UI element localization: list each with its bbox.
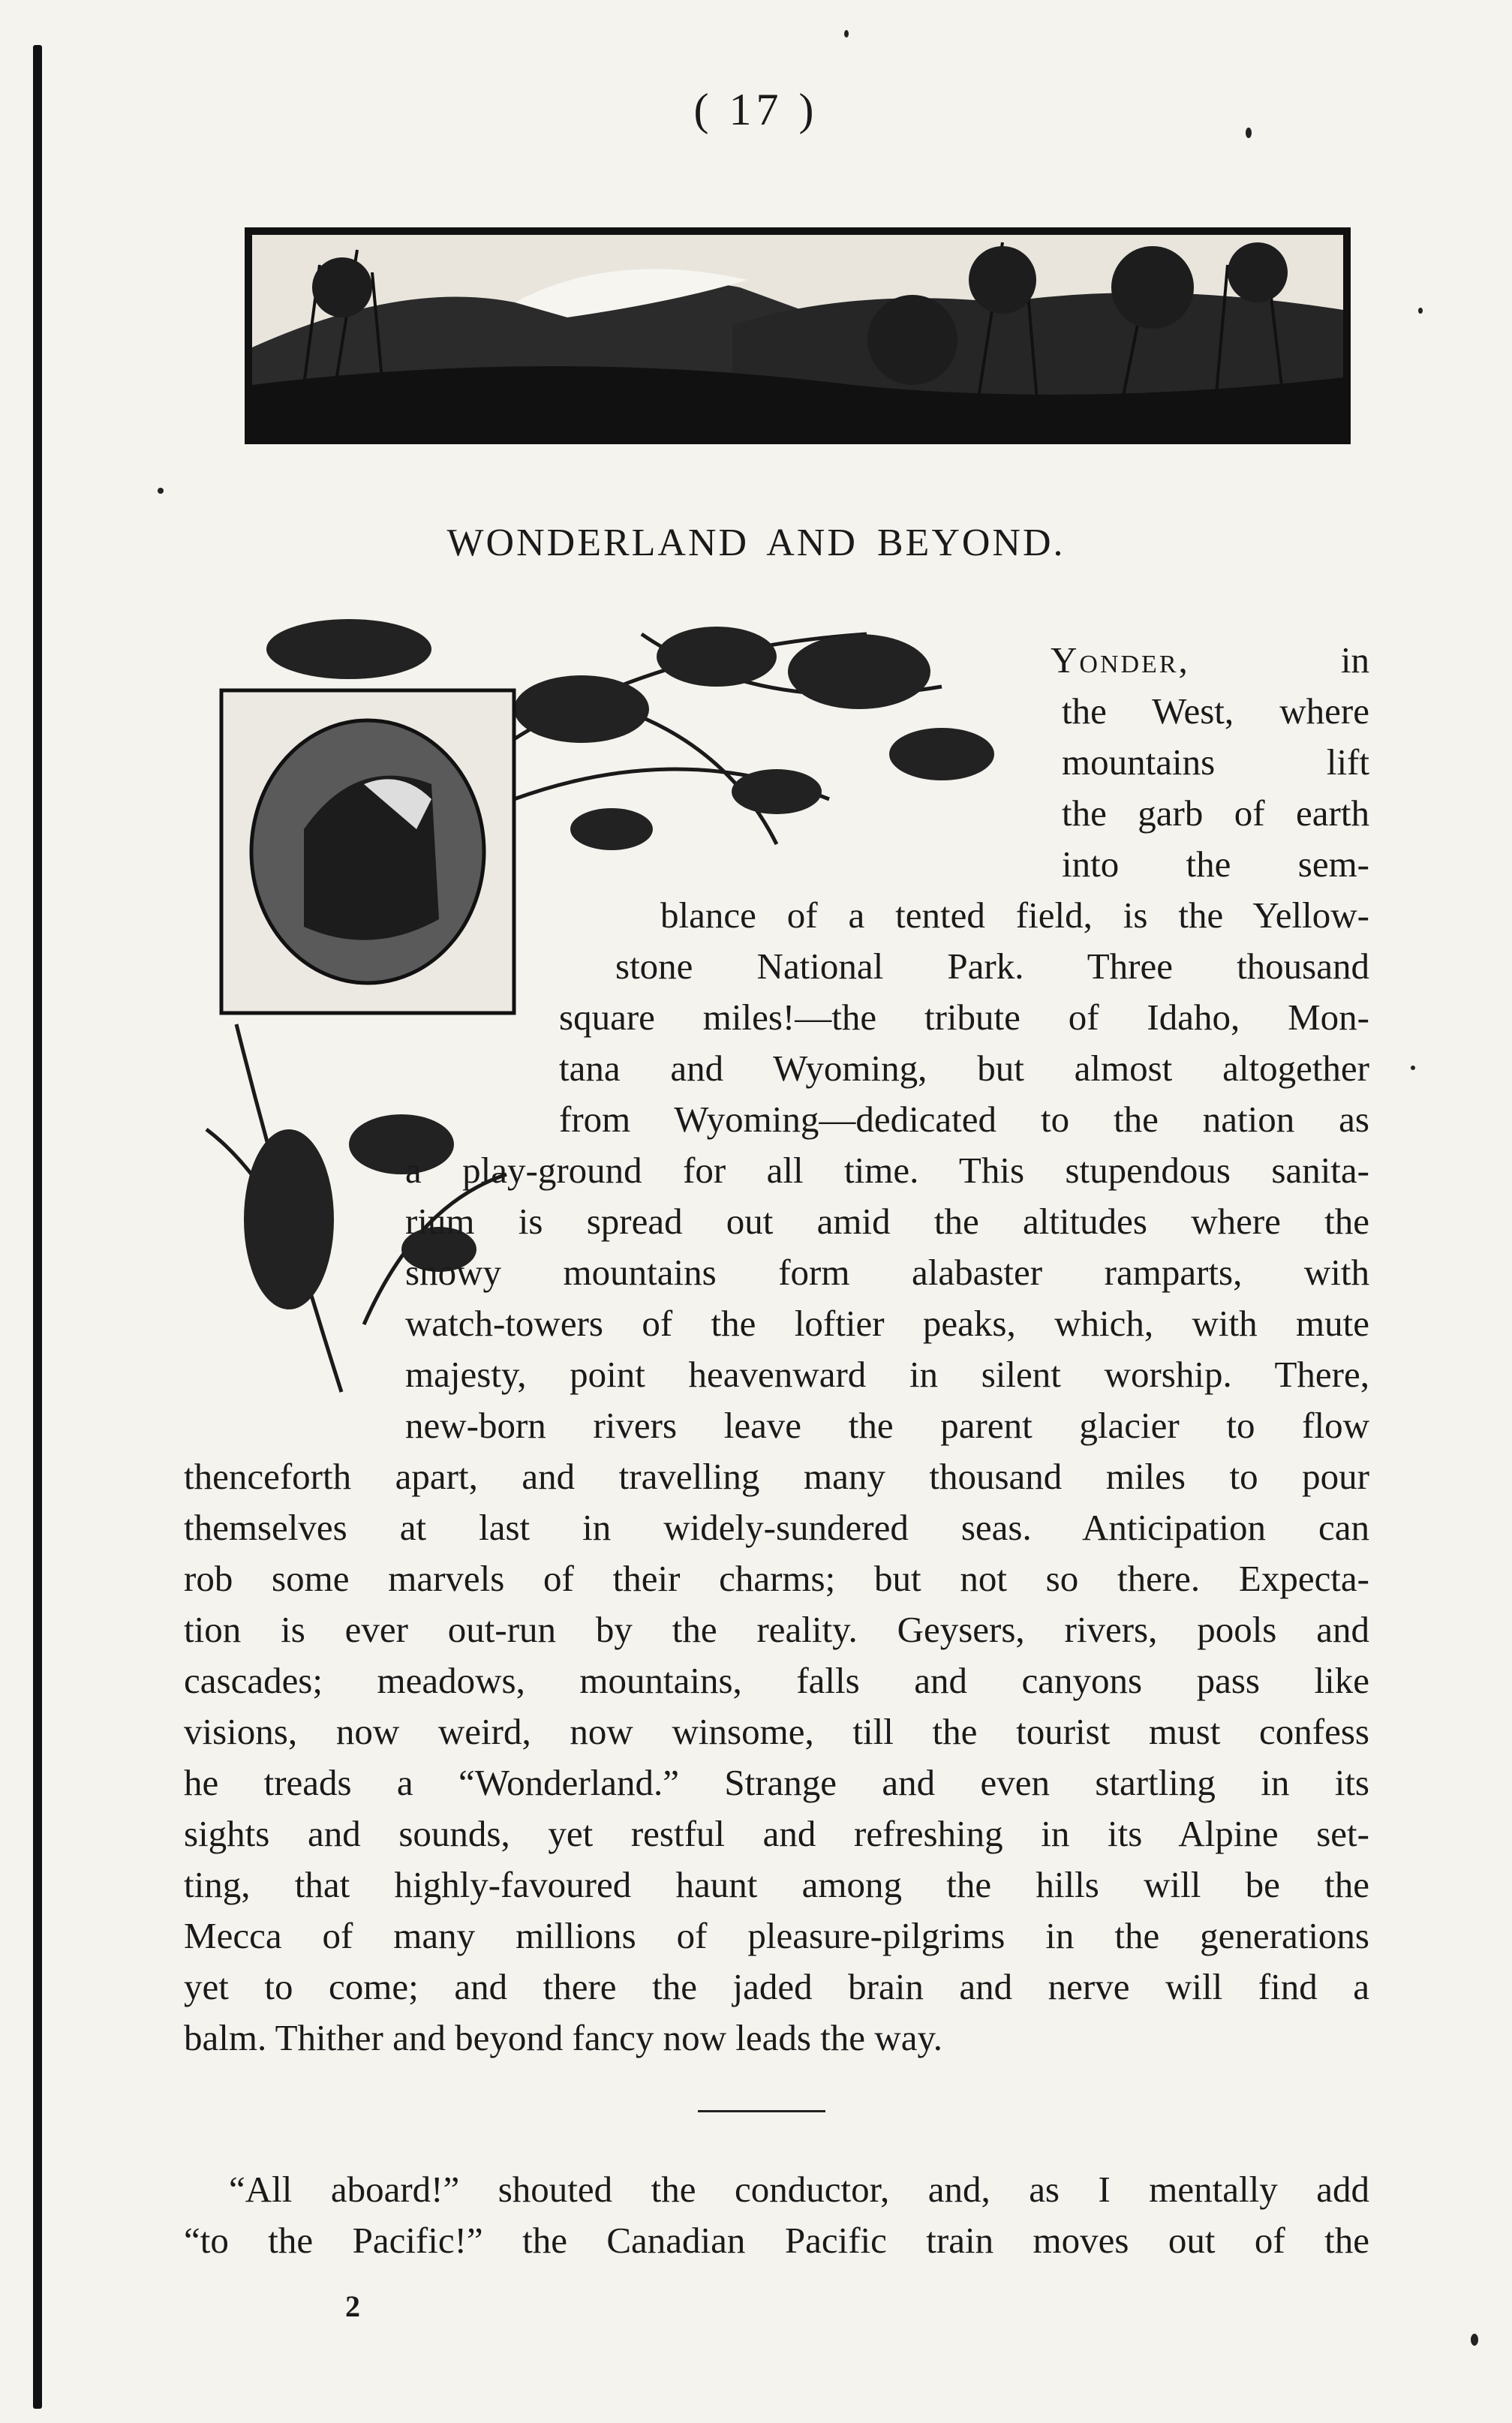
page-number: ( 17 ) xyxy=(693,85,819,134)
line-text: in xyxy=(1340,639,1369,681)
paragraph-1-line-18: themselves at last in widely-sundered seas. Anticipation can xyxy=(184,1507,1369,1548)
paragraph-1-line-2: the West, where xyxy=(1062,690,1369,732)
paragraph-1-line-8: square miles!—the tribute of Idaho, Mon- xyxy=(559,997,1369,1038)
signature-mark: 2 xyxy=(345,2289,360,2323)
header-engraving-image xyxy=(245,227,1351,444)
opening-word: Yonder, xyxy=(1051,639,1190,681)
paragraph-1-line-21: cascades; meadows, mountains, falls and canyons pass like xyxy=(184,1660,1369,1701)
paragraph-1-line-25: ting, that highly-favoured haunt among the hills will be the xyxy=(184,1864,1369,1905)
print-speck xyxy=(1471,2334,1478,2346)
section-divider xyxy=(698,2110,825,2112)
paragraph-1-line-1 xyxy=(1051,638,1369,683)
paragraph-1-line-15: majesty, point heavenward in silent worship. There, xyxy=(405,1354,1369,1395)
paragraph-1-line-19: rob some marvels of their charms; but not so there. Expecta- xyxy=(184,1558,1369,1599)
paragraph-1-line-9: tana and Wyoming, but almost altogether xyxy=(559,1048,1369,1089)
paragraph-1-line-24: sights and sounds, yet restful and refreshing in its Alpine set- xyxy=(184,1813,1369,1854)
print-speck xyxy=(1246,128,1252,138)
paragraph-1-line-22: visions, now weird, now winsome, till the tourist must confess xyxy=(184,1711,1369,1752)
paragraph-1-line-13: snowy mountains form alabaster ramparts, with xyxy=(405,1252,1369,1293)
paragraph-1-line-5: into the sem- xyxy=(1062,843,1369,885)
paragraph-1-line-26: Mecca of many millions of pleasure-pilgrims in the generations xyxy=(184,1915,1369,1956)
paragraph-1-line-27: yet to come; and there the jaded brain and nerve will find a xyxy=(184,1966,1369,2007)
paragraph-1-line-17: thenceforth apart, and travelling many thousand miles to pour xyxy=(184,1456,1369,1497)
paragraph-1-line-14: watch-towers of the loftier peaks, which, with mute xyxy=(405,1303,1369,1344)
paragraph-1-line-16: new-born rivers leave the parent glacier to flow xyxy=(405,1405,1369,1446)
paragraph-1-line-12: rium is spread out amid the altitudes where the xyxy=(405,1201,1369,1242)
paragraph-1-line-11: a play-ground for all time. This stupendous sanita- xyxy=(405,1150,1369,1191)
paragraph-1-line-20: tion is ever out-run by the reality. Geysers, rivers, pools and xyxy=(184,1609,1369,1650)
page-edge-rule xyxy=(33,45,42,2409)
paragraph-1-line-6: blance of a tented field, is the Yellow- xyxy=(660,894,1369,936)
paragraph-1-line-7: stone National Park. Three thousand xyxy=(615,945,1369,987)
print-speck xyxy=(158,488,164,494)
paragraph-2-line-2: “to the Pacific!” the Canadian Pacific train moves out of the xyxy=(184,2220,1369,2261)
print-speck xyxy=(844,30,849,38)
paragraph-1-line-4: the garb of earth xyxy=(1062,792,1369,834)
chapter-title: WONDERLAND AND BEYOND. xyxy=(446,522,1066,564)
paragraph-1-last-line: balm. Thither and beyond fancy now leads the way. xyxy=(184,2017,943,2058)
paragraph-1-line-23: he treads a “Wonderland.” Strange and even startling in its xyxy=(184,1762,1369,1803)
print-speck xyxy=(1418,308,1423,314)
paragraph-2-line-1: “All aboard!” shouted the conductor, and, as I mentally add xyxy=(229,2169,1369,2210)
paragraph-1-line-10: from Wyoming—dedicated to the nation as xyxy=(559,1099,1369,1140)
paragraph-1-line-3: mountains lift xyxy=(1062,741,1369,783)
print-speck xyxy=(1411,1066,1415,1070)
